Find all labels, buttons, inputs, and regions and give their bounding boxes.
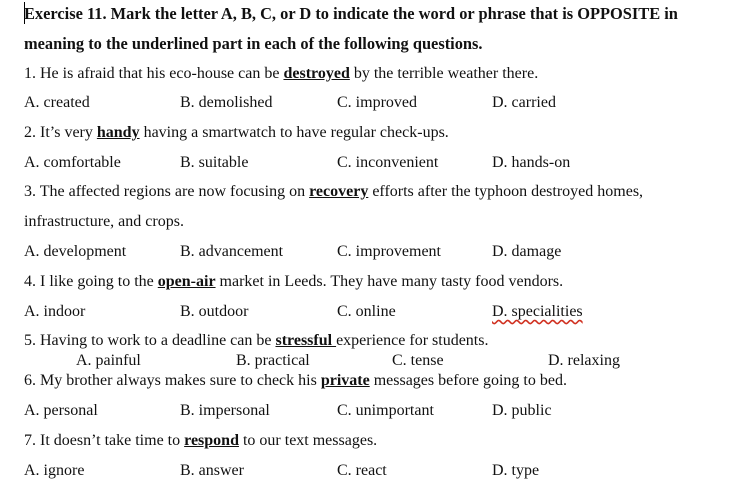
option-c[interactable]: C. improvement <box>337 243 441 260</box>
underlined-word: respond <box>184 432 239 449</box>
option-a[interactable]: A. painful <box>76 352 141 369</box>
exercise-heading-line2: meaning to the underlined part in each of the following questions. <box>24 34 483 53</box>
question-text: 4. I like going to the <box>24 273 158 290</box>
option-d[interactable]: D. hands-on <box>492 154 571 171</box>
option-b[interactable]: B. advancement <box>180 243 284 260</box>
option-a[interactable]: A. created <box>24 94 90 111</box>
option-d[interactable]: D. type <box>492 462 540 479</box>
option-b[interactable]: B. suitable <box>180 154 249 171</box>
option-b[interactable]: B. answer <box>180 462 244 479</box>
option-c[interactable]: C. online <box>337 303 396 320</box>
option-a[interactable]: A. ignore <box>24 462 85 479</box>
question-text: market in Leeds. They have many tasty food vendors. <box>215 273 564 290</box>
question-text: 2. It’s very <box>24 124 97 141</box>
question-text: having a smartwatch to have regular check-ups. <box>139 124 449 141</box>
option-b[interactable]: B. impersonal <box>180 402 270 419</box>
option-c[interactable]: C. react <box>337 462 387 479</box>
option-c[interactable]: C. improved <box>337 94 417 111</box>
option-b[interactable]: B. outdoor <box>180 303 249 320</box>
option-d[interactable]: D. specialities <box>492 303 583 320</box>
exercise-heading-line1: Exercise 11. Mark the letter A, B, C, or D to indicate the word or phrase that is OPPOSITE in <box>24 4 678 23</box>
question-text: by the terrible weather there. <box>349 65 539 82</box>
question-text: to our text messages. <box>238 432 378 449</box>
question-7 <box>24 431 377 451</box>
option-a[interactable]: A. indoor <box>24 303 86 320</box>
question-2 <box>24 123 449 143</box>
underlined-word: private <box>320 372 370 389</box>
question-3-continuation: infrastructure, and crops. <box>24 213 184 230</box>
option-d[interactable]: D. public <box>492 402 552 419</box>
question-1 <box>24 64 538 84</box>
question-6 <box>24 371 567 391</box>
option-d[interactable]: D. damage <box>492 243 562 260</box>
question-text: 6. My brother always makes sure to check his <box>24 372 321 389</box>
option-b[interactable]: B. demolished <box>180 94 273 111</box>
option-c[interactable]: C. unimportant <box>337 402 434 419</box>
underlined-word: handy <box>96 124 140 141</box>
question-4 <box>24 272 563 292</box>
question-text: 3. The affected regions are now focusing on <box>24 183 310 200</box>
option-a[interactable]: A. comfortable <box>24 154 121 171</box>
option-c[interactable]: C. tense <box>392 352 444 369</box>
underlined-word: open-air <box>157 273 216 290</box>
option-a[interactable]: A. development <box>24 243 127 260</box>
question-3 <box>24 182 643 202</box>
option-c[interactable]: C. inconvenient <box>337 154 439 171</box>
underlined-word: recovery <box>309 183 369 200</box>
question-text: 7. It doesn’t take time to <box>24 432 185 449</box>
underlined-word: stressful <box>275 332 337 349</box>
underlined-word: destroyed <box>283 65 350 82</box>
question-5 <box>24 331 488 351</box>
option-d[interactable]: D. carried <box>492 94 556 111</box>
question-text: efforts after the typhoon destroyed homes, <box>368 183 644 200</box>
question-text: messages before going to bed. <box>369 372 567 389</box>
option-b[interactable]: B. practical <box>236 352 310 369</box>
option-d[interactable]: D. relaxing <box>548 352 620 369</box>
question-text: experience for students. <box>336 332 489 349</box>
question-text: 1. He is afraid that his eco-house can be <box>24 65 284 82</box>
question-text: 5. Having to work to a deadline can be <box>24 332 276 349</box>
option-a[interactable]: A. personal <box>24 402 98 419</box>
